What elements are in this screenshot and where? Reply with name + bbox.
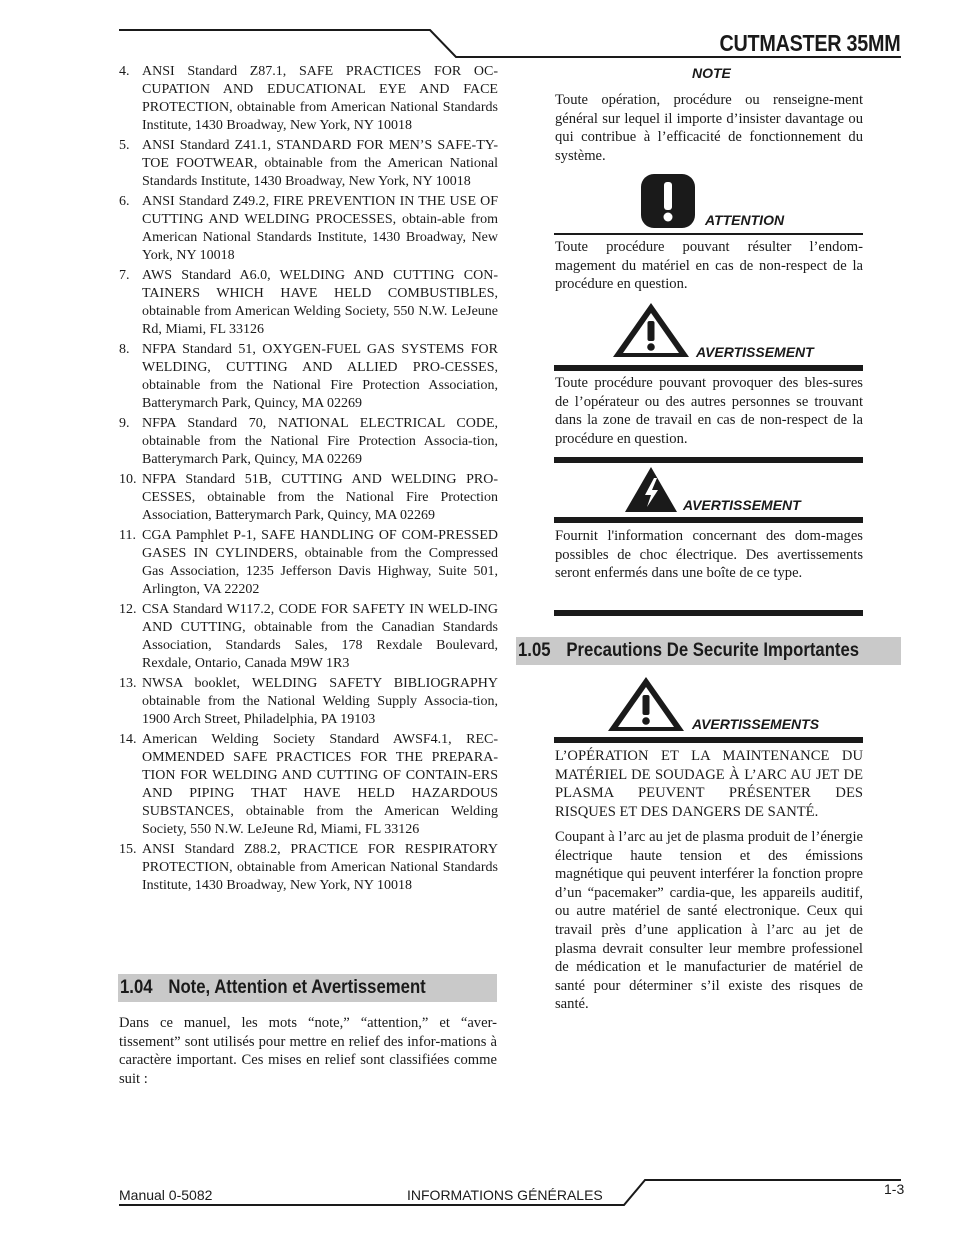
list-item bbox=[119, 63, 498, 135]
list-item-text: ANSI Standard Z41.1, STANDARD FOR MEN’S SAFE-TY-TOE FOOTWEAR, obtainable from the American National Standards Institute, 1430 Broadway, New York, NY 10018 bbox=[142, 138, 498, 189]
list-item-number: 8. bbox=[119, 342, 130, 357]
note-label: NOTE bbox=[692, 65, 731, 81]
list-item-number: 13. bbox=[119, 676, 137, 691]
section-number: 1.04 bbox=[120, 977, 153, 998]
attention-rule bbox=[554, 233, 863, 235]
list-item-number: 9. bbox=[119, 416, 130, 431]
list-item-text: ANSI Standard Z49.2, FIRE PREVENTION IN THE USE OF CUTTING AND WELDING PROCESSES, obtain-able from American National Standards Institute, 1430 Broadway, New York, NY 10018 bbox=[142, 194, 498, 263]
list-item-number: 10. bbox=[119, 472, 137, 487]
list-item bbox=[119, 601, 498, 673]
list-item bbox=[119, 841, 498, 895]
section-1-04-body: Dans ce manuel, les mots “note,” “attention,” et “aver-tissement” sont utilisés pour mettre en relief des infor-mations à caractère important. Ces mises en relief sont classifiées comme suit : bbox=[119, 1015, 497, 1087]
list-item bbox=[119, 267, 498, 339]
list-item-text: CSA Standard W117.2, CODE FOR SAFETY IN WELD-ING AND CUTTING, obtainable from the Canadian Standards Association, Standards Sales, 178 Rexdale Boulevard, Rexdale, Ontario, Canada M9W 1R3 bbox=[142, 602, 498, 671]
warnings-label: AVERTISSEMENTS bbox=[692, 716, 820, 732]
list-item bbox=[119, 527, 498, 599]
list-item-text: ANSI Standard Z87.1, SAFE PRACTICES FOR OC-CUPATION AND EDUCATIONAL EYE AND FACE PROTECTION, obtainable from American National Standards Institute, 1430 Broadway, New York, NY 10018 bbox=[142, 64, 498, 133]
section-heading-1-05 bbox=[516, 637, 901, 665]
list-item-number: 15. bbox=[119, 842, 137, 857]
attention-text: Toute procédure pouvant résulter l’endom-magement du matériel en cas de non-respect de la procédure en question. bbox=[555, 239, 863, 293]
exclamation-square-icon bbox=[640, 173, 696, 229]
list-item-text: American Welding Society Standard AWSF4.1, REC-OMMENDED SAFE PRACTICES FOR THE PREPARA-TION FOR WELDING AND CUTTING OF CONTAIN-ERS AND PIPING THAT HAVE HELD HAZARDOUS SUBSTANCES, obtainable from the American Welding Society, 550 N.W. LeJeune Rd, Miami, FL 33126 bbox=[142, 732, 498, 837]
section-number: 1.05 bbox=[518, 640, 551, 661]
shock-label: AVERTISSEMENT bbox=[683, 497, 801, 513]
warnings-para-1: L’OPÉRATION ET LA MAINTENANCE DU MATÉRIEL DE SOUDAGE À L’ARC AU JET DE PLASMA PEUVENT PRÉSENTER DES RISQUES ET DES DANGERS DE SANTÉ. bbox=[555, 748, 863, 820]
list-item-number: 4. bbox=[119, 64, 130, 79]
list-item bbox=[119, 193, 498, 265]
warning-triangle-icon bbox=[612, 302, 690, 358]
warning-label: AVERTISSEMENT bbox=[696, 344, 814, 360]
list-item-text: AWS Standard A6.0, WELDING AND CUTTING CON-TAINERS WHICH HAVE HELD COMBUSTIBLES, obtainable from American Welding Society, 550 N.W. LeJeune Rd, Miami, FL 33126 bbox=[142, 268, 498, 337]
warning-rule-bottom bbox=[554, 457, 863, 463]
footer-page-number: 1-3 bbox=[884, 1181, 905, 1197]
list-item bbox=[119, 137, 498, 191]
list-item-text: NFPA Standard 51, OXYGEN-FUEL GAS SYSTEMS FOR WELDING, CUTTING AND ALLIED PRO-CESSES, obtainable from the National Fire Protection Association, Batterymarch Park, Quincy, MA 02269 bbox=[142, 342, 498, 411]
list-item-number: 7. bbox=[119, 268, 130, 283]
list-item-number: 12. bbox=[119, 602, 137, 617]
shock-rule-bottom bbox=[554, 610, 863, 616]
list-item-text: CGA Pamphlet P-1, SAFE HANDLING OF COM-PRESSED GASES IN CYLINDERS, obtainable from the Compressed Gas Association, 1235 Jefferson Davis Highway, Suite 501, Arlington, VA 22202 bbox=[142, 528, 498, 597]
warning-text: Toute procédure pouvant provoquer des bles-sures de l’opérateur ou des autres personnes se trouvant dans la zone de travail en cas de non-respect de la procédure en question. bbox=[555, 375, 863, 447]
reference-list bbox=[119, 63, 498, 897]
product-title: CUTMASTER 35MM bbox=[718, 30, 900, 56]
warnings-para-2: Coupant à l’arc au jet de plasma produit de l’énergie électrique haute tension et des émissions magnétique qui peuvent interférer la fonction propre d’un “pacemaker” cardia-que, les appareils auditif, ou autre matériel de santé electronique. Ceux qui travail près d’une application à l’arc au jet de plasma devrait consulter leur membre professionel de médication et le manufacturier de matériel de santé pour déterminer s’il existe des risques de santé. bbox=[555, 829, 863, 1013]
section-title: Note, Attention et Avertissement bbox=[168, 977, 426, 998]
warning-triangle-icon bbox=[607, 676, 685, 732]
list-item-number: 6. bbox=[119, 194, 130, 209]
section-heading-1-04 bbox=[118, 974, 497, 1002]
list-item bbox=[119, 341, 498, 413]
shock-rule-top bbox=[554, 517, 863, 523]
list-item-text: ANSI Standard Z88.2, PRACTICE FOR RESPIRATORY PROTECTION, obtainable from American National Standards Institute, 1430 Broadway, New York, NY 10018 bbox=[142, 842, 498, 893]
list-item bbox=[119, 675, 498, 729]
note-text: Toute opération, procédure ou renseigne-ment général sur lequel il importe d’insister davantage ou qui contribue à l’efficacité de fonctionnement du système. bbox=[555, 92, 863, 164]
list-item-number: 14. bbox=[119, 732, 137, 747]
footer-manual: Manual 0-5082 bbox=[119, 1187, 213, 1203]
list-item bbox=[119, 471, 498, 525]
attention-label: ATTENTION bbox=[705, 212, 785, 228]
list-item-number: 11. bbox=[119, 528, 136, 543]
electric-shock-icon bbox=[624, 466, 678, 513]
footer-section: INFORMATIONS GÉNÉRALES bbox=[407, 1187, 603, 1203]
list-item bbox=[119, 415, 498, 469]
shock-text: Fournit l'information concernant des dom-mages possibles de choc électrique. Des avertissements seront enfermés dans une boîte de ce type. bbox=[555, 528, 863, 582]
section-title: Precautions De Securite Importantes bbox=[566, 640, 860, 661]
list-item-number: 5. bbox=[119, 138, 130, 153]
list-item bbox=[119, 731, 498, 839]
list-item-text: NWSA booklet, WELDING SAFETY BIBLIOGRAPHY obtainable from the National Welding Supply Associa-tion, 1900 Arch Street, Philadelphia, PA 19103 bbox=[142, 676, 498, 727]
list-item-text: NFPA Standard 70, NATIONAL ELECTRICAL CODE, obtainable from the National Fire Protection Associa-tion, Batterymarch Park, Quincy, MA 02269 bbox=[142, 416, 498, 467]
list-item-text: NFPA Standard 51B, CUTTING AND WELDING PRO-CESSES, obtainable from the National Fire Protection Association, Batterymarch Park, Quincy, MA 02269 bbox=[142, 472, 498, 523]
warnings-rule-top bbox=[554, 737, 863, 743]
warning-rule-top bbox=[554, 365, 863, 371]
